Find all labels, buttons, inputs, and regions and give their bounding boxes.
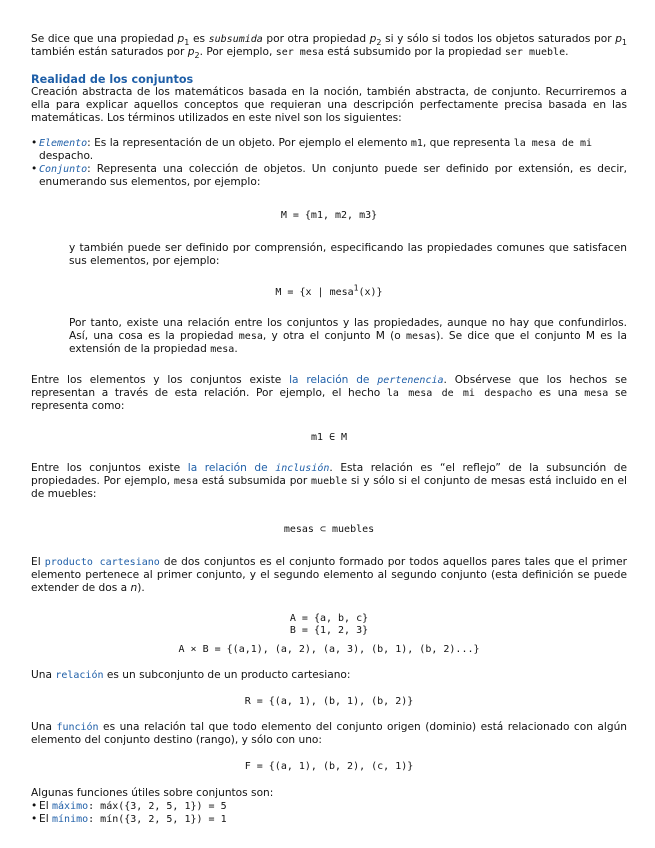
relacion-paragraph: Una relación es un subconjunto de un producto cartesiano: <box>31 669 351 681</box>
formula-relation: R = {(a, 1), (b, 1), (b, 2)} <box>244 696 414 707</box>
link-maximo[interactable]: máximo <box>52 801 89 812</box>
pertenencia-paragraph: Entre los elementos y los conjuntos existe la relación de pertenencia. Obsérvese que los hechos se representan a través de esta relación. Por ejemplo, el hecho la mesa de mi despacho es una mesa se representa como: <box>31 374 628 412</box>
por-tanto-paragraph: Por tanto, existe una relación entre los conjuntos y las propiedades, aunque no hay que confundirlos. Así, una cosa es la propiedad mesa, y otra el conjunto M (o mesas). Se dice que el conjunto M es la extensión de la propiedad mesa. <box>69 317 627 355</box>
intro-paragraph: Se dice que una propiedad $p_1$ es subsumida por otra propiedad $p_2$ si y sólo si todos los objetos saturados por $p_1$ también están saturados por $p_2$. Por ejemplo, ser mesa está subsumido por la propiedad ser mueble. <box>31 33 628 61</box>
section-intro: Creación abstracta de los matemáticos basada en la noción, también abstracta, de conjunto. Recurriremos a ella para explicar aquellos conceptos que requieran una descripción perfectamente precisa basada en las matemáticas. Los términos utilizados en este nivel son los siguientes: <box>31 86 627 124</box>
link-producto-cartesiano[interactable]: producto cartesiano <box>44 557 160 568</box>
formula-extension: M = {m1, m2, m3} <box>280 210 378 221</box>
link-minimo[interactable]: mínimo <box>52 814 89 825</box>
list-item-maximo: • El máximo: máx({3, 2, 5, 1}) = 5 <box>31 800 627 813</box>
term-conjunto: Conjunto <box>39 164 88 175</box>
formula-sets <box>31 613 627 637</box>
utiles-intro: Algunas funciones útiles sobre conjuntos son: <box>31 787 274 799</box>
term-elemento: Elemento <box>39 138 88 149</box>
formula-a: A = {a, b, c} <box>289 613 369 624</box>
section-heading: Realidad de los conjuntos <box>31 73 194 86</box>
formula-inclusion: mesas ⊂ muebles <box>283 524 375 535</box>
formula-pertenencia: m1 ∈ M <box>310 432 348 443</box>
link-inclusion[interactable]: la relación de inclusión <box>187 462 330 474</box>
formula-function: F = {(a, 1), (b, 2), (c, 1)} <box>244 761 414 772</box>
formula-product: A × B = {(a,1), (a, 2), (a, 3), (b, 1), (b, 2)...} <box>178 644 480 655</box>
inclusion-paragraph: Entre los conjuntos existe la relación de inclusión. Esta relación es “el reflejo” de la subsunción de propiedades. Por ejemplo, mesa está subsumida por mueble si y sólo si el conjunto de mesas está incluido en el de muebles: <box>31 462 627 500</box>
document-page <box>31 33 627 826</box>
link-pertenencia[interactable]: la relación de pertenencia <box>289 374 444 386</box>
list-item-elemento: • Elemento: Es la representación de un objeto. Por ejemplo el elemento m1, que representa la mesa de mi despacho. <box>31 137 627 163</box>
list-item-conjunto: • Conjunto: Representa una colección de objetos. Un conjunto puede ser definido por extensión, es decir, enumerando sus elementos, por ejemplo: <box>31 163 627 189</box>
comprehension-paragraph: y también puede ser definido por comprensión, especificando las propiedades comunes que satisfacen sus elementos, por ejemplo: <box>69 242 627 267</box>
producto-paragraph: El producto cartesiano de dos conjuntos es el conjunto formado por todos aquellos pares tales que el primer elemento pertenece al primer conjunto, y el segundo elemento al segundo conjunto (esta definición se puede extender de dos a n). <box>31 556 628 594</box>
utiles-list <box>31 800 627 826</box>
funcion-paragraph: Una función es una relación tal que todo elemento del conjunto origen (dominio) está relacionado con algún elemento del conjunto destino (rango), y sólo con uno: <box>31 721 627 746</box>
list-item-minimo: • El mínimo: mín({3, 2, 5, 1}) = 1 <box>31 813 627 826</box>
term-subsumida: subsumida <box>208 34 263 45</box>
formula-b: B = {1, 2, 3} <box>289 625 369 636</box>
formula-comprehension: M = {x | mesa$^1$(x)} <box>275 283 383 298</box>
terms-list <box>31 137 627 189</box>
link-funcion[interactable]: función <box>56 722 99 733</box>
link-relacion[interactable]: relación <box>55 670 104 681</box>
